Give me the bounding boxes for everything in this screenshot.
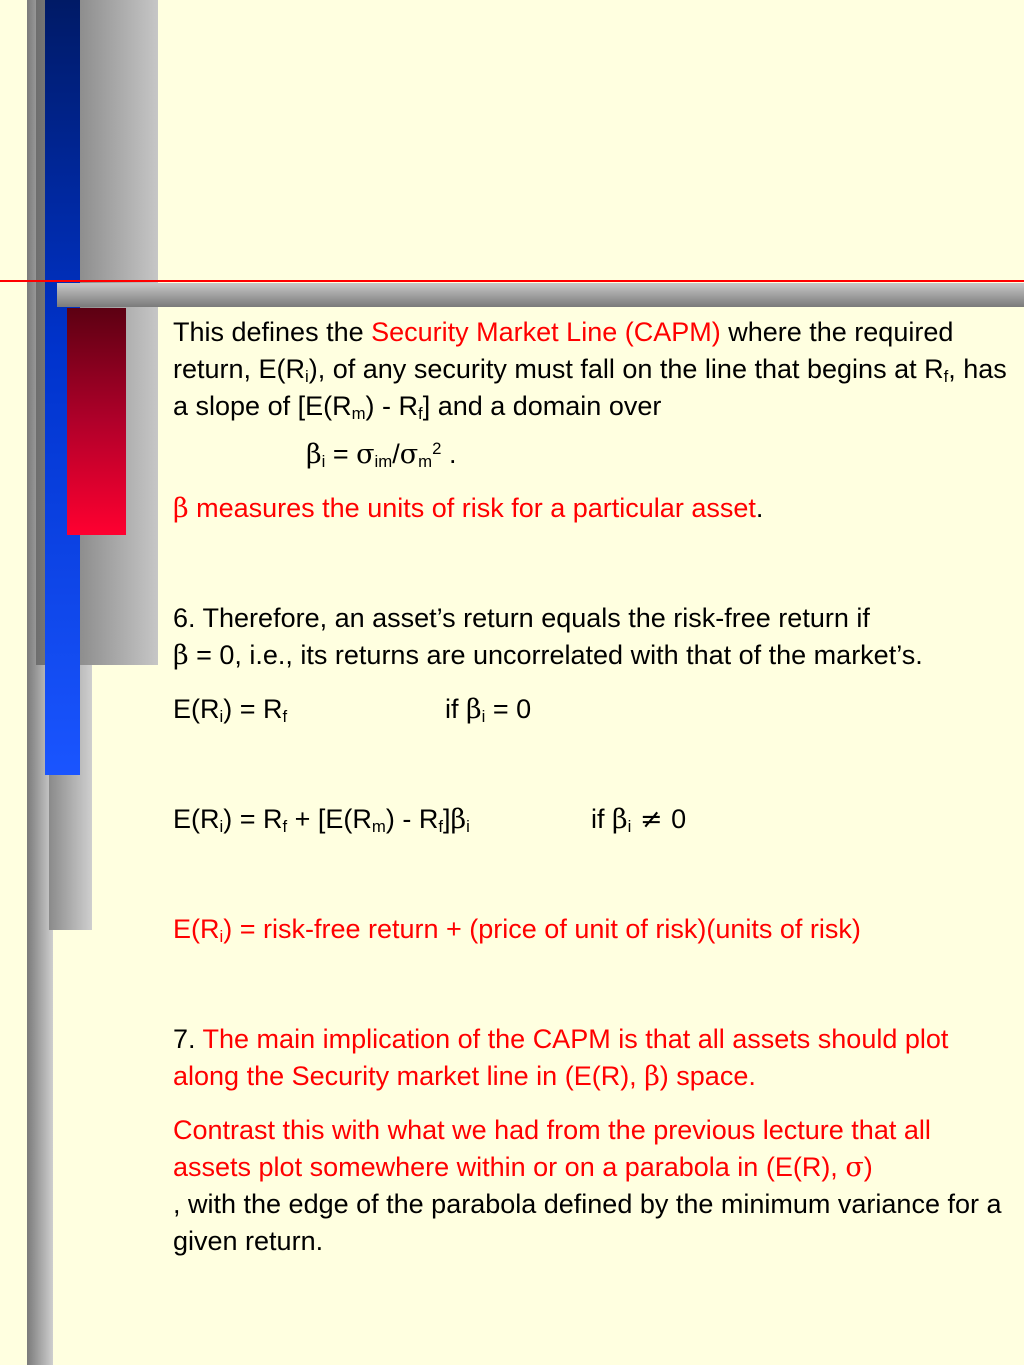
decorative-red-bar [67, 308, 126, 535]
equation-beta-nonzero: $E(R_i) = R_f + [E(R_m) - R_f]\beta_i$ if $\beta_i \ne 0$ [173, 804, 687, 837]
equation-beta-zero: $E(R_i) = R_f$ if $\beta_i = 0$ [173, 694, 532, 727]
decorative-gray-horizontal-bar [57, 283, 1024, 307]
decorative-red-line [0, 280, 1024, 282]
slide-body [173, 314, 1013, 1260]
sml-highlight: Security Market Line (CAPM) [371, 317, 721, 347]
point-7: 7. The main implication of the CAPM is that all assets should plot along the Security market line in (E(R), β) space. [173, 1024, 949, 1092]
point-6: 6. Therefore, an asset’s return equals the risk-free return if β = 0, i.e., its returns are uncorrelated with that of the market’s. [173, 603, 923, 671]
beta-measures: β measures the units of risk for a particular asset. [173, 493, 764, 524]
equation-verbal: $E(R_i)$ = risk-free return + (price of unit of risk)(units of risk) [173, 914, 861, 947]
contrast-paragraph: Contrast this with what we had from the previous lecture that all assets plot somewhere within or on a parabola in (E(R), σ) , with the edge of the parabola defined by the minimum variance for a given return. [173, 1115, 1002, 1256]
beta-formula: $\beta_i = \sigma_{im}/\sigma_m^2$ . [306, 438, 457, 472]
intro-paragraph: This defines the Security Market Line (CAPM) where the required return, $E(R_i)$, of any security must fall on the line that begins at $R_f$, has a slope of $[E(R_m) - R_f]$ and a domain over [173, 317, 1007, 424]
